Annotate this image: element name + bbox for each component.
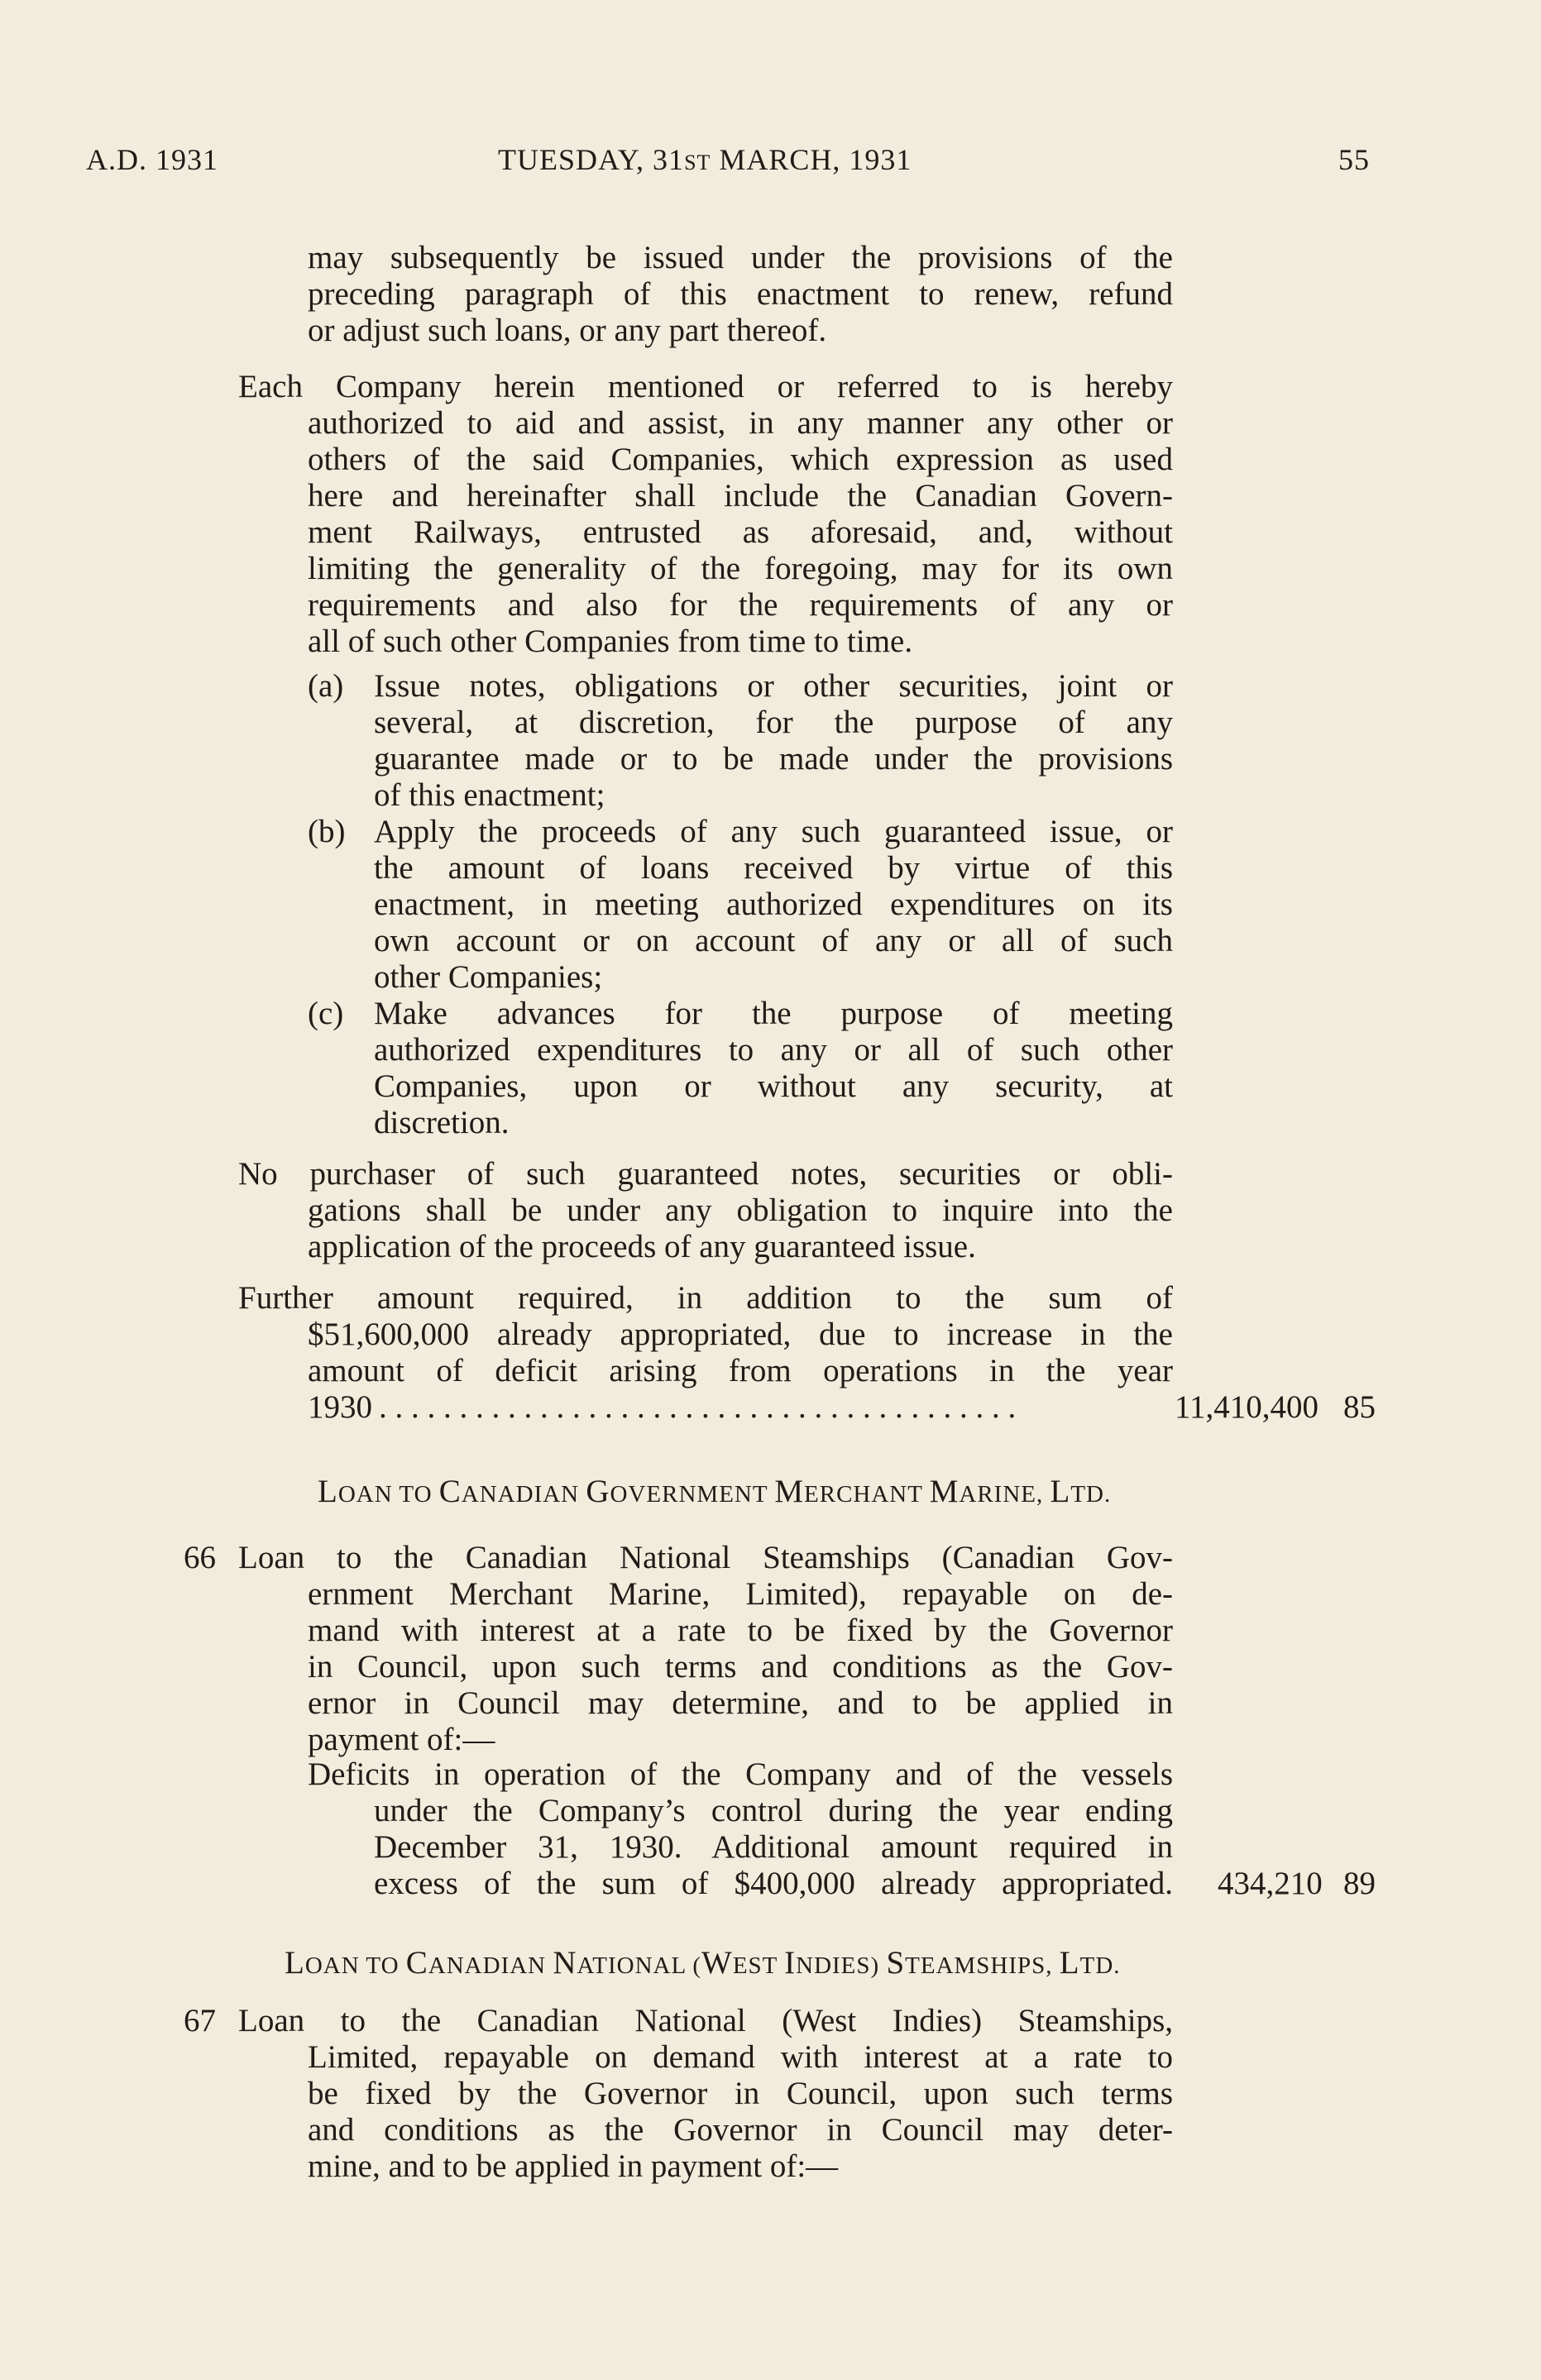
amount-cents-89: 89 (1343, 1866, 1376, 1901)
text-line: requirements and also for the requirements of any or (308, 587, 1173, 623)
item-66-deficits-body (374, 1793, 1173, 1902)
text-line: Loan to the Canadian National Steamships (Canadian Gov- (238, 1540, 1173, 1575)
paragraph-purchaser-body (308, 1192, 1173, 1265)
text-line: Deficits in operation of the Company and of the vessels (308, 1756, 1173, 1792)
paragraph-purchaser (238, 1156, 1173, 1192)
text-line: in Council, upon such terms and conditions as the Gov- (308, 1649, 1173, 1685)
heading-part: OVERNMENT (610, 1481, 775, 1508)
item-label-a: (a) (308, 668, 344, 704)
text-line: own account or on account of any or all of such (374, 923, 1173, 958)
text-line: under the Company’s control during the year ending (374, 1793, 1173, 1828)
heading-part: ANADIAN (461, 1481, 586, 1508)
text-line: mine, and to be applied in payment of:— (308, 2148, 839, 2184)
amount-11410400: 11,410,400 (1170, 1389, 1318, 1426)
heading-part: I (784, 1945, 797, 1981)
text-line: and conditions as the Governor in Council may deter- (308, 2112, 1173, 2148)
header-date-suffix: MARCH, 1931 (711, 143, 912, 176)
text-line: Each Company herein mentioned or referred to is hereby (238, 369, 1173, 404)
text-line: may subsequently be issued under the provisions of the (308, 240, 1173, 275)
text-line: preceding paragraph of this enactment to renew, refund (308, 276, 1173, 312)
text-line: December 31, 1930. Additional amount required in (374, 1829, 1173, 1865)
item-66-first-line (238, 1540, 1173, 1576)
item-number-67: 67 (184, 2003, 216, 2038)
item-label-c: (c) (308, 996, 344, 1031)
text-line: several, at discretion, for the purpose of any (374, 705, 1173, 740)
heading-part: G (586, 1474, 610, 1509)
text-line: authorized to aid and assist, in any manner any other or (308, 405, 1173, 441)
text-line: mand with interest at a rate to be fixed by the Governor (308, 1613, 1173, 1648)
text-line: No purchaser of such guaranteed notes, securities or obli- (238, 1156, 1173, 1192)
paragraph-further-amount-body (308, 1317, 1173, 1389)
heading-part: C (405, 1945, 428, 1981)
heading-part: C (438, 1474, 462, 1509)
text-line: Companies, upon or without any security, at (374, 1068, 1173, 1104)
heading-part: OAN TO (304, 1952, 406, 1979)
heading-part: ERCHANT (804, 1481, 930, 1508)
heading-part: EST (732, 1952, 785, 1979)
text-line: payment of:— (308, 1722, 495, 1757)
item-c-text (374, 996, 1173, 1141)
heading-part: OAN TO (337, 1481, 439, 1508)
text-line: ernor in Council may determine, and to be applied in (308, 1685, 1173, 1721)
heading-part: L (285, 1945, 305, 1981)
item-66-deficits-first (308, 1756, 1173, 1793)
text-line: amount of deficit arising from operations in the year (308, 1353, 1173, 1388)
heading-part: TEAMSHIPS, (905, 1952, 1060, 1979)
text-line: other Companies; (374, 959, 603, 995)
item-label-b: (b) (308, 814, 346, 849)
item-66-body (308, 1576, 1173, 1758)
heading-part: W (701, 1945, 733, 1981)
item-b-text (374, 814, 1173, 996)
header-date-ordinal: ST (684, 151, 711, 174)
text-line: enactment, in meeting authorized expenditures on its (374, 887, 1173, 922)
item-67-first-line (238, 2003, 1173, 2039)
text-line: others of the said Companies, which expression as used (308, 442, 1173, 477)
text-line: or adjust such loans, or any part thereof. (308, 313, 827, 348)
dot-leader: . . . . . . . . . . . . . . . . . . . . . . . . . . . . . . . . . . . . . . . . (379, 1389, 1017, 1425)
year-1930: 1930 (308, 1389, 372, 1425)
heading-part: M (774, 1474, 805, 1509)
heading-part: ATIONAL ( (577, 1952, 702, 1979)
text-line: all of such other Companies from time to time. (308, 624, 913, 659)
text-line: be fixed by the Governor in Council, upon such terms (308, 2076, 1173, 2111)
text-line: Limited, repayable on demand with interest at a rate to (308, 2039, 1173, 2075)
heading-part: ANADIAN (428, 1952, 553, 1979)
item-number-66: 66 (184, 1540, 216, 1575)
heading-part: L (1059, 1945, 1080, 1981)
section-heading-merchant-marine (318, 1474, 1111, 1513)
text-line: gations shall be under any obligation to inquire into the (308, 1192, 1173, 1228)
heading-part: L (1050, 1474, 1071, 1509)
text-line: Make advances for the purpose of meeting (374, 996, 1173, 1031)
header-year: A.D. 1931 (86, 143, 218, 176)
page-number: 55 (1338, 143, 1370, 176)
text-line: guarantee made or to be made under the provisions (374, 741, 1173, 777)
text-line: here and hereinafter shall include the Canadian Govern- (308, 478, 1173, 514)
text-line: limiting the generality of the foregoing, may for its own (308, 551, 1173, 586)
amount-cents-85: 85 (1343, 1389, 1376, 1425)
text-line: $51,600,000 already appropriated, due to increase in the (308, 1317, 1173, 1352)
item-67-body (308, 2039, 1173, 2185)
paragraph-authorization-body (308, 405, 1173, 660)
heading-part: M (929, 1474, 960, 1509)
paragraph-authorization (238, 369, 1173, 405)
text-line: of this enactment; (374, 777, 605, 813)
text-line: Issue notes, obligations or other securities, joint or (374, 668, 1173, 704)
text-line: discretion. (374, 1105, 510, 1140)
text-line: Apply the proceeds of any such guaranteed issue, or (374, 814, 1173, 849)
heading-part: TD. (1079, 1952, 1121, 1979)
section-heading-west-indies (285, 1945, 1121, 1984)
text-line: Further amount required, in addition to the sum of (238, 1280, 1173, 1316)
paragraph-continuation (308, 240, 1173, 349)
paragraph-further-amount (238, 1280, 1173, 1317)
text-line: Loan to the Canadian National (West Indies) Steamships, (238, 2003, 1173, 2038)
item-a-text (374, 668, 1173, 814)
heading-part: TD. (1070, 1481, 1112, 1508)
header-date (498, 142, 912, 177)
text-line: excess of the sum of $400,000 already appropriated. (374, 1866, 1173, 1901)
heading-part: L (318, 1474, 338, 1509)
heading-part: S (886, 1945, 906, 1981)
amount-434210: 434,210 (1218, 1866, 1323, 1901)
heading-part: ARINE, (959, 1481, 1050, 1508)
text-line: ernment Merchant Marine, Limited), repayable on de- (308, 1576, 1173, 1612)
text-line: ment Railways, entrusted as aforesaid, and, without (308, 514, 1173, 550)
heading-part: NDIES) (796, 1952, 887, 1979)
header-date-prefix: TUESDAY, 31 (498, 143, 685, 176)
heading-part: N (553, 1945, 577, 1981)
text-line: the amount of loans received by virtue of this (374, 850, 1173, 886)
text-line: application of the proceeds of any guaranteed issue. (308, 1229, 976, 1264)
text-line: authorized expenditures to any or all of such other (374, 1032, 1173, 1068)
